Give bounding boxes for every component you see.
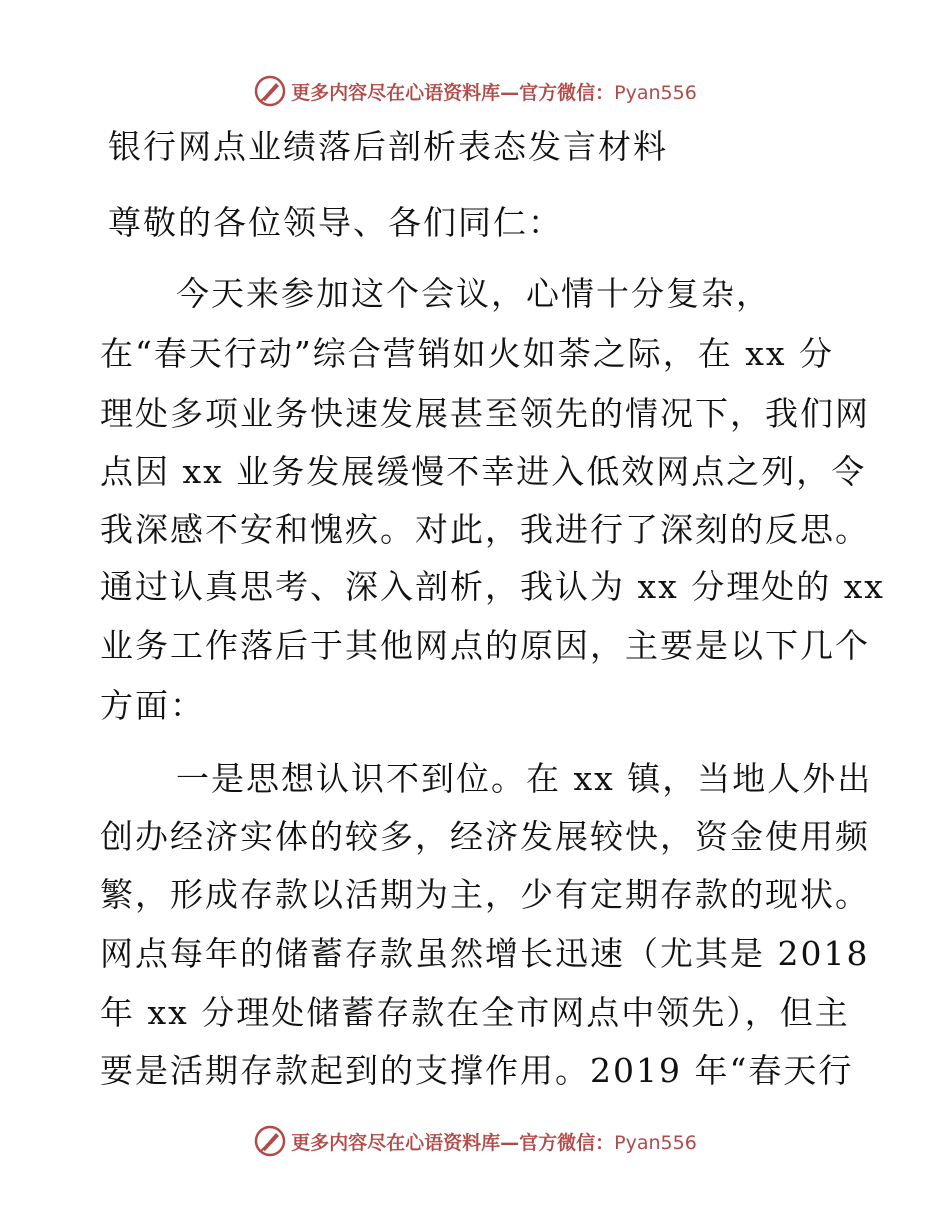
paragraph-line: 一是思想认识不到位。在 xx 镇，当地人外出: [176, 759, 873, 798]
salutation: 尊敬的各位领导、各们同仁：: [108, 203, 563, 242]
paragraph-line: 我深感不安和愧疚。对此，我进行了深刻的反思。: [100, 510, 870, 549]
watermark-header: [0, 71, 950, 111]
paragraph-line: 点因 xx 业务发展缓慢不幸进入低效网点之列，令: [100, 452, 867, 491]
document-title: 银行网点业绩落后剖析表态发言材料: [108, 127, 668, 166]
paragraph-line: 今天来参加这个会议，心情十分复杂，: [176, 274, 771, 313]
watermark-footer: [0, 1121, 950, 1161]
watermark-text-cn: 更多内容尽在心语资料库—官方微信：: [291, 81, 615, 104]
quill-logo-icon: [253, 1124, 287, 1158]
quill-logo-icon: [253, 74, 287, 108]
paragraph-line: 创办经济实体的较多，经济发展较快，资金使用频: [100, 817, 870, 856]
paragraph-line: 通过认真思考、深入剖析，我认为 xx 分理处的 xx: [100, 567, 885, 606]
paragraph-line: 年 xx 分理处储蓄存款在全市网点中领先），但主: [100, 993, 850, 1032]
watermark-text-en: Pyan556: [614, 81, 697, 104]
watermark-text-cn: 更多内容尽在心语资料库—官方微信：: [291, 1131, 615, 1154]
paragraph-line: 方面：: [100, 686, 205, 725]
paragraph-line: 要是活期存款起到的支撑作用。2019 年“春天行: [100, 1051, 854, 1090]
paragraph-line: 理处多项业务快速发展甚至领先的情况下，我们网: [100, 394, 870, 433]
watermark-text-en: Pyan556: [614, 1131, 697, 1154]
paragraph-line: 业务工作落后于其他网点的原因，主要是以下几个: [100, 626, 870, 665]
watermark-text: [291, 1128, 697, 1155]
watermark-text: [291, 78, 697, 105]
paragraph-line: 网点每年的储蓄存款虽然增长迅速（尤其是 2018: [100, 934, 870, 973]
paragraph-line: 在“春天行动”综合营销如火如荼之际，在 xx 分: [100, 334, 834, 373]
paragraph-line: 繁，形成存款以活期为主，少有定期存款的现状。: [100, 875, 870, 914]
